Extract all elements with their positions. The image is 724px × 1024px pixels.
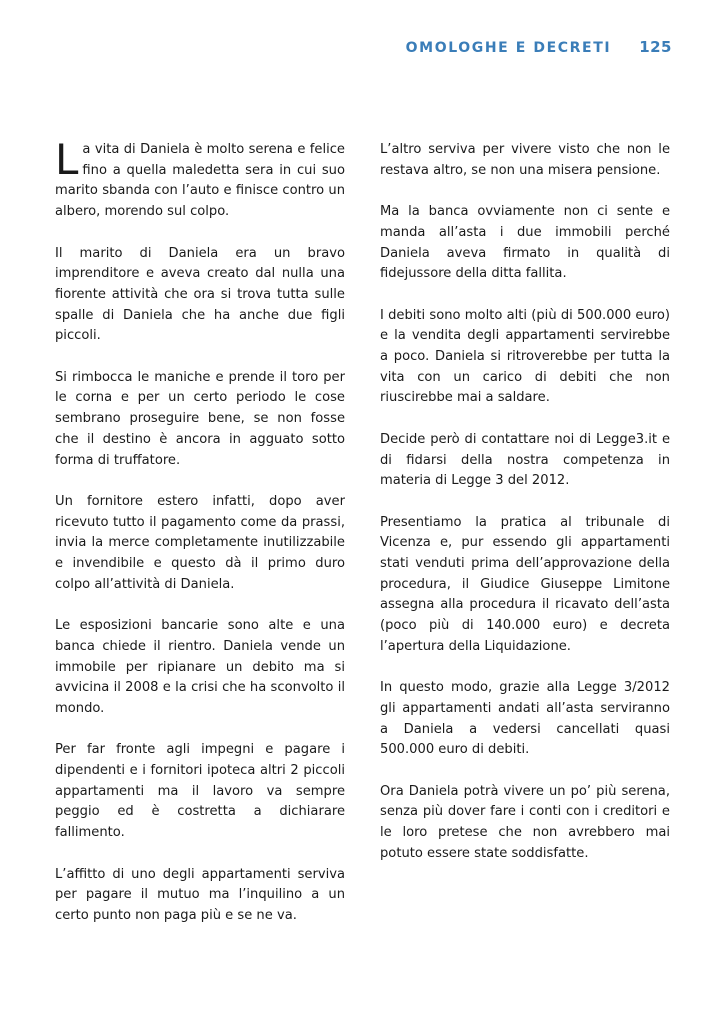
paragraph: Si rimbocca le maniche e prende il toro per le corna e per un certo periodo le cose sembrano proseguire bene, se non fosse che il destino è ancora in agguato sotto forma di truffatore. <box>55 369 345 468</box>
paragraph: Presentiamo la pratica al tribunale di Vicenza e, pur essendo gli appartamenti stati venduti prima dell’approvazione della procedura, il Giudice Giuseppe Limitone assegna alla procedura il ricavato dell’asta (poco più di 140.000 euro) e decreta l’apertura della Liquidazione. <box>380 514 670 654</box>
paragraph: L’altro serviva per vivere visto che non le restava altro, se non una misera pensione. <box>380 142 670 178</box>
paragraph: L’affitto di uno degli appartamenti serviva per pagare il mutuo ma l’inquilino a un certo punto non paga più e se ne va. <box>55 866 345 923</box>
left-column <box>55 135 345 947</box>
page-number: 125 <box>639 38 672 56</box>
paragraph: In questo modo, grazie alla Legge 3/2012 gli appartamenti andati all’asta serviranno a Daniela a vedersi cancellati quasi 500.000 euro di debiti. <box>380 680 670 758</box>
paragraph: La vita di Daniela è molto serena e felice fino a quella maledetta sera in cui suo marito sbanda con l’auto e finisce contro un albero, morendo sul colpo. <box>55 135 345 220</box>
paragraph: Il marito di Daniela era un bravo imprenditore e aveva creato dal nulla una fiorente attività che ora si trova tutta sulle spalle di Daniela che ha anche due figli piccoli. <box>55 245 345 344</box>
paragraph: Ma la banca ovviamente non ci sente e manda all’asta i due immobili perché Daniela aveva firmato in qualità di fidejussore della ditta fallita. <box>380 204 670 282</box>
paragraph: Per far fronte agli impegni e pagare i dipendenti e i fornitori ipoteca altri 2 piccoli appartamenti ma il lavoro va sempre peggio ed è costretta a dichiarare fallimento. <box>55 742 345 841</box>
paragraph: I debiti sono molto alti (più di 500.000 euro) e la vendita degli appartamenti servirebbe a poco. Daniela si ritroverebbe per tutta la vita con un carico di debiti che non riuscirebbe mai a saldare. <box>380 307 670 406</box>
paragraph: Un fornitore estero infatti, dopo aver ricevuto tutto il pagamento come da prassi, invia la merce completamente inutilizzabile e invendibile e questo dà il primo duro colpo all’attività di Daniela. <box>55 493 345 592</box>
running-header <box>406 38 672 56</box>
paragraph: Ora Daniela potrà vivere un po’ più serena, senza più dover fare i conti con i creditori e le loro pretese che non avrebbero mai potuto essere state soddisfatte. <box>380 783 670 861</box>
right-column <box>380 140 670 885</box>
paragraph: Decide però di contattare noi di Legge3.it e di fidarsi della nostra competenza in materia di Legge 3 del 2012. <box>380 431 670 489</box>
paragraph: Le esposizioni bancarie sono alte e una banca chiede il rientro. Daniela vende un immobile per ripianare un debito ma si avvicina il 2008 e la crisi che ha sconvolto il mondo. <box>55 618 345 716</box>
section-title: OMOLOGHE E DECRETI <box>405 40 612 56</box>
